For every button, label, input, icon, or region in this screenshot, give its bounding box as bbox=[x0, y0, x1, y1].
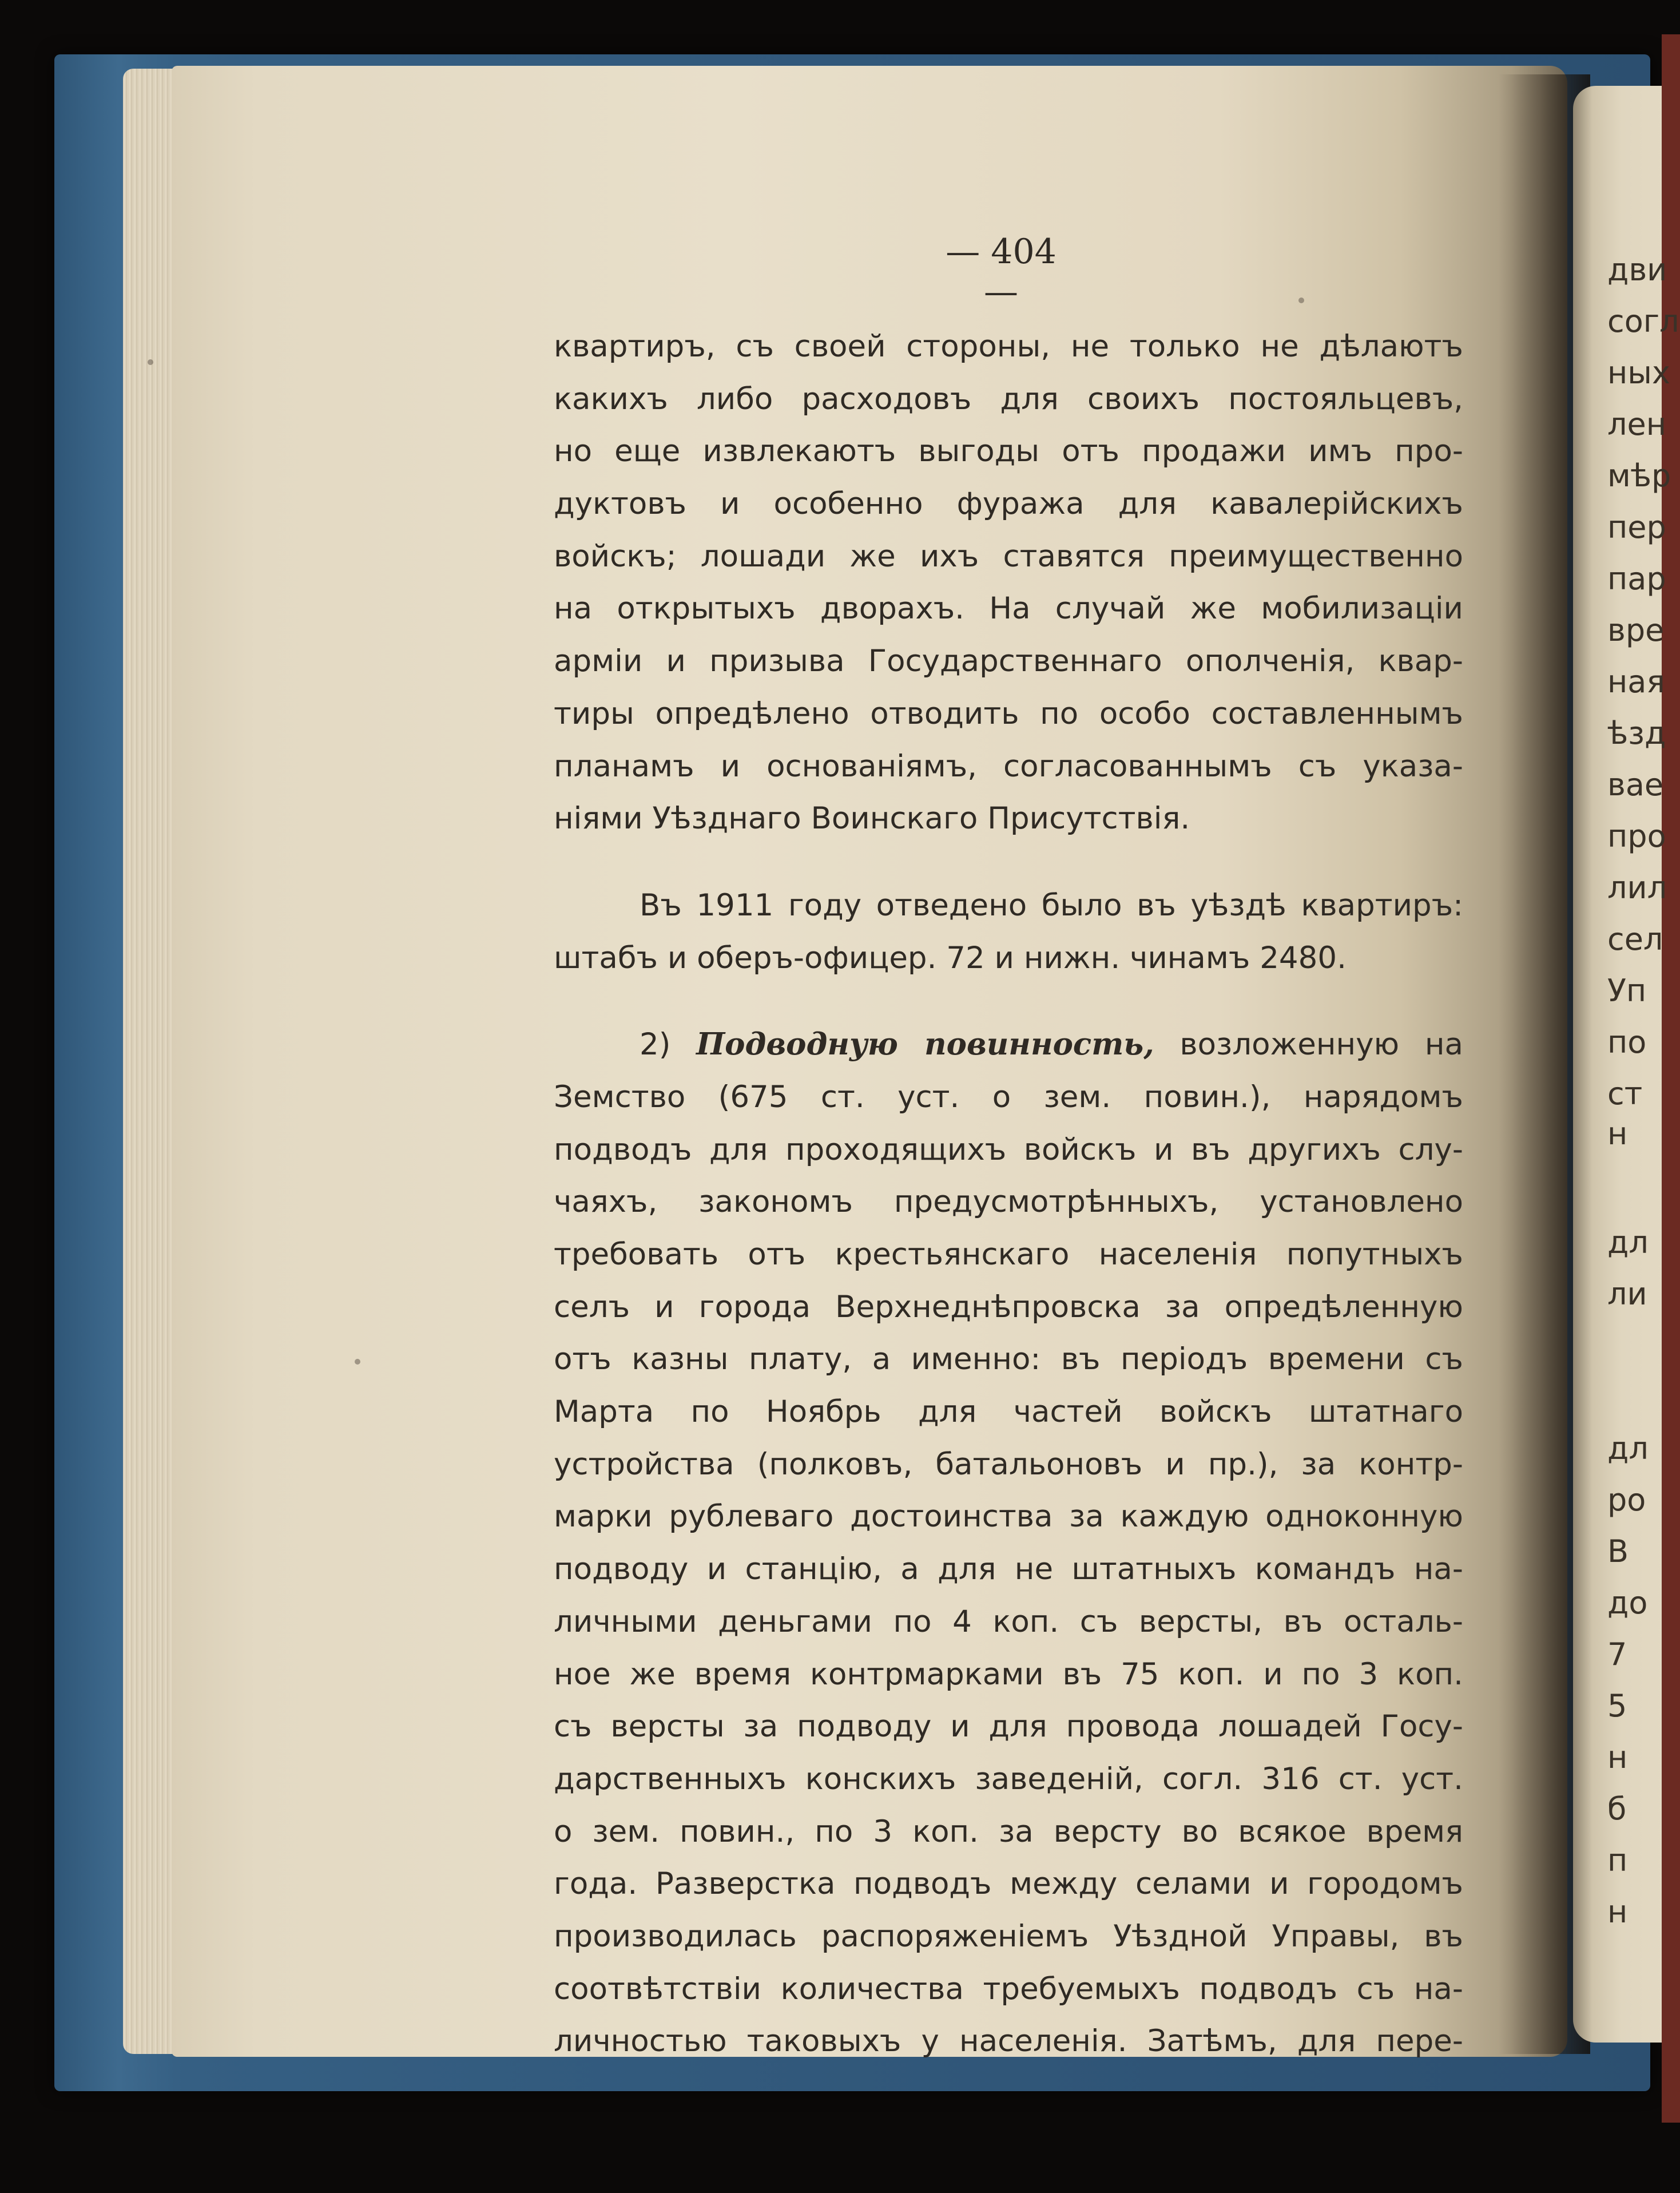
text-line: селъ и города Верхнеднѣпровска за опредѣленную bbox=[554, 1289, 1463, 1324]
right-page-line-fragment: ѣзд bbox=[1607, 715, 1666, 751]
text-line: требовать отъ крестьянскаго населенія попутныхъ bbox=[554, 1237, 1463, 1272]
right-page-line-fragment: 5 bbox=[1607, 1688, 1627, 1724]
text-line: устройства (полковъ, батальоновъ и пр.), за контр- bbox=[554, 1446, 1463, 1482]
right-page-line-fragment: н bbox=[1607, 1894, 1628, 1930]
right-page-line-fragment: ст bbox=[1607, 1076, 1643, 1112]
item-number: 2) bbox=[640, 1027, 671, 1062]
right-page-line-fragment: дл bbox=[1607, 1224, 1649, 1260]
text-line: личными деньгами по 4 коп. съ версты, въ осталь- bbox=[554, 1604, 1463, 1639]
text-line: производилась распоряженіемъ Уѣздной Управы, въ bbox=[554, 1918, 1463, 1954]
right-page-line-fragment: лен bbox=[1607, 406, 1667, 442]
text-line: ное же время контрмарками въ 75 коп. и по 3 коп. bbox=[554, 1656, 1463, 1692]
right-page-line-fragment: дл bbox=[1607, 1430, 1649, 1466]
right-page-line-fragment: п bbox=[1607, 1842, 1628, 1878]
right-page-line-fragment: н bbox=[1607, 1116, 1628, 1152]
emphasized-term: Подводную повинность, bbox=[696, 1026, 1154, 1062]
right-page-line-fragment: В bbox=[1607, 1533, 1629, 1569]
text-line: чаяхъ, закономъ предусмотрѣнныхъ, установлено bbox=[554, 1184, 1463, 1220]
text-line: ніями Уѣзднаго Воинскаго Присутствія. bbox=[554, 801, 1190, 836]
right-page-line-fragment: ли bbox=[1607, 1276, 1647, 1312]
text-line: на открытыхъ дворахъ. На случай же мобилизаціи bbox=[554, 591, 1463, 626]
text-line: подводъ для проходящихъ войскъ и въ другихъ слу- bbox=[554, 1132, 1463, 1167]
text-line: планамъ и основаніямъ, согласованнымъ съ указа- bbox=[554, 748, 1463, 784]
paragraph-gap bbox=[554, 984, 1463, 1018]
right-page-line-fragment: мѣр bbox=[1607, 458, 1671, 494]
right-page-line-fragment: вре bbox=[1607, 612, 1665, 648]
right-page-text bbox=[1586, 86, 1680, 2043]
right-page-line-fragment: лил bbox=[1607, 870, 1667, 906]
page-text bbox=[554, 320, 1463, 2068]
text-fragment: возложенную на bbox=[1179, 1027, 1463, 1062]
right-page-line-fragment: ных bbox=[1607, 355, 1670, 391]
paper-spot bbox=[148, 359, 153, 365]
text-line: личностью таковыхъ у населенія. Затѣмъ, для пере- bbox=[554, 2024, 1463, 2059]
right-page-line-fragment: про bbox=[1607, 818, 1666, 854]
text-line: штабъ и оберъ-офицер. 72 и нижн. чинамъ 2480. bbox=[554, 940, 1347, 975]
text-line: Въ 1911 году отведено было въ уѣздѣ квартиръ: bbox=[640, 887, 1463, 923]
paper-spot bbox=[355, 1359, 360, 1365]
right-page-line-fragment: по bbox=[1607, 1024, 1647, 1060]
text-line: но еще извлекаютъ выгоды отъ продажи имъ про- bbox=[554, 434, 1463, 469]
text-line: марки рублеваго достоинства за каждую одноконную bbox=[554, 1499, 1463, 1534]
text-line: Земство (675 ст. уст. о зем. повин.), нарядомъ bbox=[554, 1079, 1463, 1115]
page-number: — 404 — bbox=[946, 232, 1057, 312]
text-line: о зем. повин., по 3 коп. за версту во всякое время bbox=[554, 1814, 1463, 1849]
text-line: квартиръ, съ своей стороны, не только не дѣлаютъ bbox=[554, 329, 1463, 364]
paragraph-2 bbox=[554, 879, 1463, 984]
text-line: Марта по Ноябрь для частей войскъ штатнаго bbox=[554, 1394, 1463, 1430]
paragraph-3 bbox=[554, 1018, 1463, 2068]
text-line: тиры опредѣлено отводить по особо составленнымъ bbox=[554, 696, 1463, 731]
right-page-line-fragment: вае bbox=[1607, 767, 1664, 803]
text-line: какихъ либо расходовъ для своихъ постояльцевъ, bbox=[554, 381, 1463, 417]
right-page-line-fragment: б bbox=[1607, 1791, 1627, 1827]
text-line: дарственныхъ конскихъ заведеній, согл. 316 ст. уст. bbox=[554, 1761, 1463, 1797]
right-page-line-fragment: пар bbox=[1607, 561, 1666, 597]
paragraph-1 bbox=[554, 320, 1463, 845]
right-page-line-fragment: Уп bbox=[1607, 973, 1647, 1009]
text-line: подводу и станцію, а для не штатныхъ командъ на- bbox=[554, 1552, 1463, 1587]
paragraph-gap bbox=[554, 845, 1463, 879]
text-line: соотвѣтствіи количества требуемыхъ подводъ съ на- bbox=[554, 1971, 1463, 2006]
right-page-line-fragment: ро bbox=[1607, 1482, 1646, 1518]
text-line: войскъ; лошади же ихъ ставятся преимущественно bbox=[554, 538, 1463, 574]
text-line-with-emphasis bbox=[554, 1018, 1463, 1071]
right-page-line-fragment: сел bbox=[1607, 921, 1663, 957]
right-page-line-fragment: 7 bbox=[1607, 1636, 1627, 1672]
right-page-line-fragment: согл bbox=[1607, 303, 1679, 339]
text-line: года. Разверстка подводъ между селами и городомъ bbox=[554, 1866, 1463, 1902]
right-page-line-fragment: н bbox=[1607, 1739, 1628, 1775]
text-line: съ версты за подводу и для провода лошадей Госу- bbox=[554, 1709, 1463, 1744]
paper-spot bbox=[1298, 298, 1304, 303]
right-page-line-fragment: дви bbox=[1607, 252, 1667, 288]
right-page-line-fragment: ная bbox=[1607, 664, 1665, 700]
right-page-line-fragment: пер bbox=[1607, 509, 1666, 545]
text-line: дуктовъ и особенно фуража для кавалерійскихъ bbox=[554, 486, 1463, 522]
right-page-line-fragment: до bbox=[1607, 1585, 1648, 1621]
text-line: арміи и призыва Государственнаго ополченія, квар- bbox=[554, 644, 1463, 679]
text-line: отъ казны плату, а именно: въ періодъ времени съ bbox=[554, 1342, 1463, 1377]
